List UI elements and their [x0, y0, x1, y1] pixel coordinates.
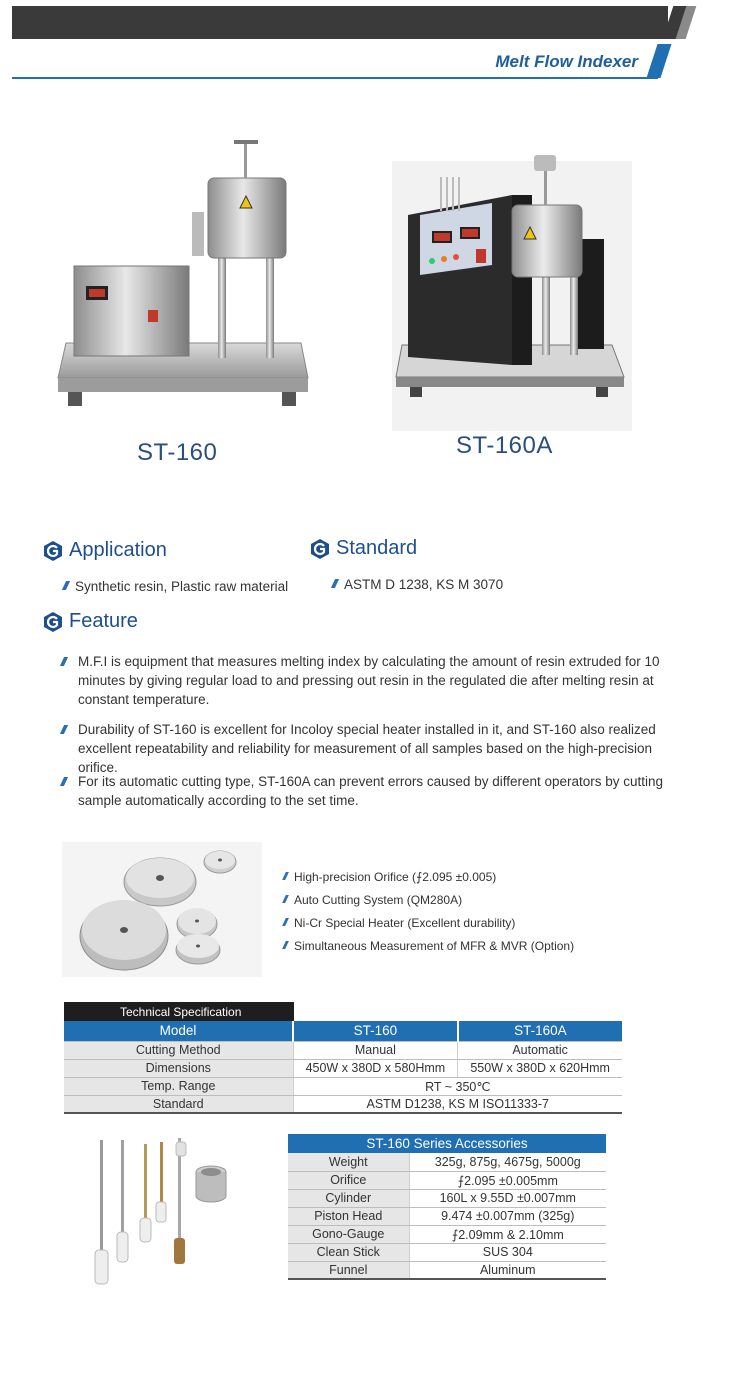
table-row	[288, 1171, 606, 1189]
application-title: Application	[69, 539, 167, 561]
application-value: Synthetic resin, Plastic raw material	[75, 579, 289, 594]
accessories-header-row	[288, 1134, 606, 1153]
bullet-tick-icon	[62, 581, 70, 590]
bullet-tick-icon	[282, 941, 289, 949]
feature-item	[62, 772, 692, 810]
orifice-feature-item	[284, 889, 574, 912]
table-row	[288, 1261, 606, 1279]
accessories-table	[288, 1134, 606, 1280]
section-g-icon	[309, 538, 331, 560]
title-slash	[646, 44, 671, 78]
section-g-icon	[42, 540, 64, 562]
spec-header-st160: ST-160	[293, 1021, 458, 1041]
feature-item-text: M.F.I is equipment that measures melting index by calculating the amount of resin extruded for 10 minutes by giving regular load to and pressing out resin in the regulated die after melting resin at constant temperature.	[78, 654, 660, 707]
feature-item	[62, 652, 692, 709]
table-row	[64, 1041, 622, 1059]
accessory-label: Cylinder	[288, 1189, 409, 1207]
feature-item	[62, 720, 692, 777]
bullet-tick-icon	[282, 872, 289, 880]
accessory-value: ⨍2.09mm & 2.10mm	[409, 1225, 606, 1243]
orifice-feature-text: Ni-Cr Special Heater (Excellent durability)	[294, 916, 516, 930]
spec-cell: RT ~ 350℃	[293, 1077, 622, 1095]
spec-cell: Manual	[293, 1041, 458, 1059]
orifice-feature-text: Simultaneous Measurement of MFR & MVR (Option)	[294, 939, 575, 953]
page-title: Melt Flow Indexer	[495, 52, 638, 71]
orifice-feature-item	[284, 866, 574, 889]
accessory-value: SUS 304	[409, 1243, 606, 1261]
accessories-title: ST-160 Series Accessories	[288, 1134, 606, 1153]
spec-tab: Technical Specification	[64, 1002, 294, 1022]
table-row	[288, 1189, 606, 1207]
accessory-label: Gono-Gauge	[288, 1225, 409, 1243]
standard-text	[333, 576, 503, 594]
section-g-icon	[42, 611, 64, 633]
spec-header-model: Model	[64, 1021, 293, 1041]
orifice-feature-text: High-precision Orifice (⨍2.095 ±0.005)	[294, 870, 497, 884]
spec-row-label: Standard	[64, 1095, 293, 1113]
table-row	[64, 1095, 622, 1113]
st-160a-photo	[392, 155, 632, 435]
spec-cell: 450W x 380D x 580Hmm	[293, 1059, 458, 1077]
application-text	[64, 578, 288, 596]
accessory-value: Aluminum	[409, 1261, 606, 1279]
accessory-label: Orifice	[288, 1171, 409, 1189]
accessory-label: Funnel	[288, 1261, 409, 1279]
orifice-feature-item	[284, 935, 574, 958]
accessory-value: 9.474 ±0.007mm (325g)	[409, 1207, 606, 1225]
accessory-value: 325g, 875g, 4675g, 5000g	[409, 1153, 606, 1171]
table-row	[288, 1225, 606, 1243]
header-bar	[12, 6, 668, 39]
st-160-photo	[56, 138, 311, 418]
table-row	[288, 1153, 606, 1171]
spec-row-label: Temp. Range	[64, 1077, 293, 1095]
feature-item-text: Durability of ST-160 is excellent for Incoloy special heater installed in it, and ST-160 also realized excellent repeatability and reliability for measurement of all samples based on the high-precision orifice.	[78, 722, 656, 775]
table-row	[288, 1243, 606, 1261]
spec-header-row	[64, 1021, 622, 1041]
accessory-value: 160L x 9.55D ±0.007mm	[409, 1189, 606, 1207]
spec-row-label: Dimensions	[64, 1059, 293, 1077]
title-underline	[12, 77, 658, 79]
spec-table	[64, 1021, 622, 1114]
bullet-tick-icon	[282, 918, 289, 926]
spec-row-label: Cutting Method	[64, 1041, 293, 1059]
bullet-tick-icon	[282, 895, 289, 903]
orifice-feature-text: Auto Cutting System (QM280A)	[294, 893, 463, 907]
feature-heading	[42, 610, 138, 633]
feature-title: Feature	[69, 610, 138, 632]
accessories-photo	[66, 1134, 266, 1294]
spec-cell: ASTM D1238, KS M ISO11333-7	[293, 1095, 622, 1113]
table-row	[64, 1059, 622, 1077]
feature-item-text: For its automatic cutting type, ST-160A can prevent errors caused by different operators by cutting sample automatically according to the set time.	[78, 774, 664, 808]
accessory-label: Clean Stick	[288, 1243, 409, 1261]
standard-value: ASTM D 1238, KS M 3070	[344, 577, 504, 592]
table-row	[64, 1077, 622, 1095]
orifice-feature-item	[284, 912, 574, 935]
spec-header-st160a: ST-160A	[458, 1021, 622, 1041]
accessory-value: ⨍2.095 ±0.005mm	[409, 1171, 606, 1189]
application-heading	[42, 539, 167, 562]
bullet-tick-icon	[331, 579, 339, 588]
standard-heading	[309, 537, 417, 560]
spec-cell: Automatic	[458, 1041, 622, 1059]
st-160a-label: ST-160A	[456, 432, 553, 459]
accessory-label: Weight	[288, 1153, 409, 1171]
st-160-label: ST-160	[137, 439, 218, 466]
table-row	[288, 1207, 606, 1225]
accessory-label: Piston Head	[288, 1207, 409, 1225]
orifice-feature-list	[284, 866, 574, 958]
standard-title: Standard	[336, 537, 418, 559]
spec-cell: 550W x 380D x 620Hmm	[458, 1059, 622, 1077]
orifice-photo	[62, 842, 262, 977]
